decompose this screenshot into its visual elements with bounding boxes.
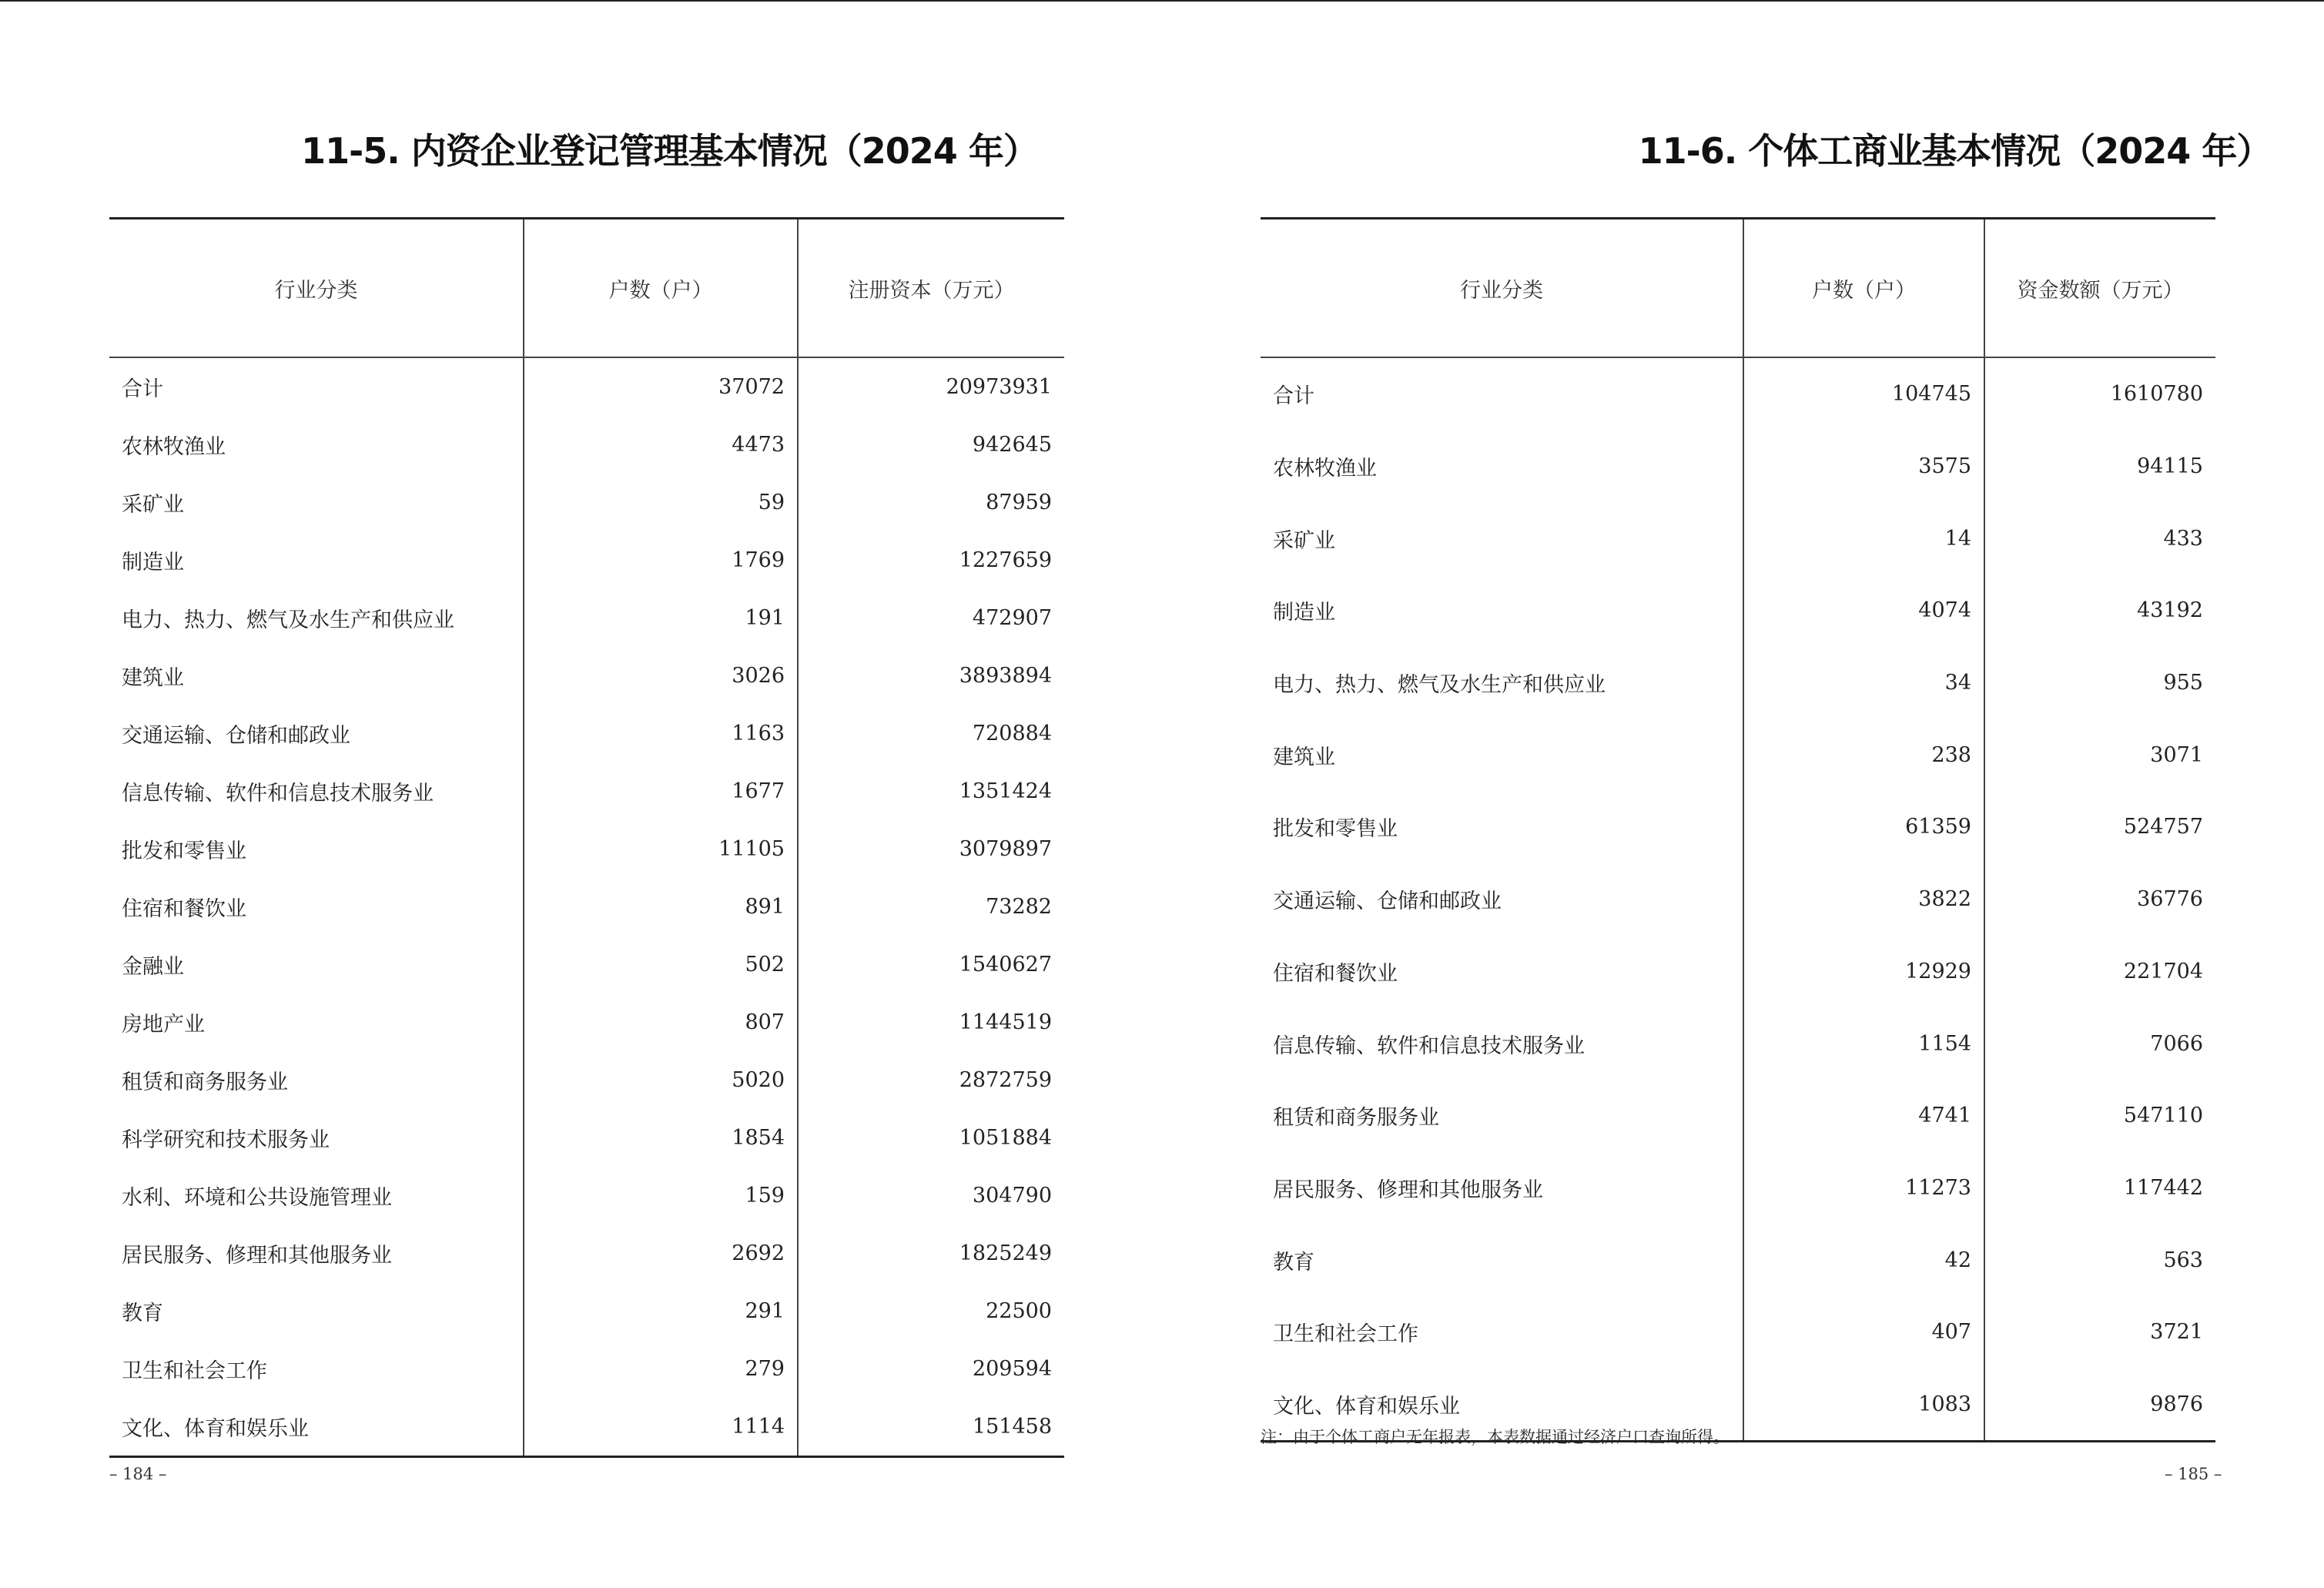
industry-cell: 采矿业 [1273,528,1335,553]
capital-cell: 22500 [798,1282,1064,1340]
capital-cell: 304790 [798,1167,1064,1225]
table-row [1261,1007,2215,1080]
industry-cell: 采矿业 [122,493,184,517]
industry-cell: 教育 [1273,1250,1314,1275]
industry-cell: 房地产业 [122,1013,205,1037]
industry-cell: 住宿和餐饮业 [122,897,246,921]
table-row [1261,1080,2215,1152]
header-industry: 行业分类 [1261,219,1743,358]
industry-cell: 信息传输、软件和信息技术服务业 [122,782,434,806]
households-cell: 1114 [524,1398,798,1457]
capital-cell: 3079897 [798,820,1064,878]
capital-cell: 94115 [1984,431,2215,503]
industry-cell: 交通运输、仓储和邮政业 [122,724,350,748]
households-cell: 2692 [524,1225,798,1282]
page-number-right: – 185 – [2165,1465,2222,1483]
households-cell: 1083 [1743,1369,1984,1442]
header-households: 户数（户） [524,219,798,358]
right-page [1162,0,2324,1588]
industry-cell: 居民服务、修理和其他服务业 [1273,1178,1543,1202]
industry-cell: 文化、体育和娱乐业 [122,1417,309,1441]
table-row [109,936,1064,993]
capital-cell: 1227659 [798,531,1064,589]
table-row [1261,502,2215,575]
table-row [109,647,1064,705]
table-row [1261,357,2215,431]
table-row [1261,431,2215,503]
capital-cell: 1144519 [798,993,1064,1051]
households-cell: 61359 [1743,791,1984,863]
table-row [1261,791,2215,863]
capital-cell: 1825249 [798,1225,1064,1282]
industry-cell: 交通运输、仓储和邮政业 [1273,889,1502,914]
industry-cell: 住宿和餐饮业 [1273,961,1398,986]
industry-cell: 合计 [1273,384,1314,409]
table-header-row [109,219,1064,358]
households-cell: 12929 [1743,936,1984,1008]
industry-cell: 批发和零售业 [122,839,246,863]
households-cell: 37072 [524,357,798,416]
table-row [109,1051,1064,1109]
households-cell: 3575 [1743,431,1984,503]
households-cell: 59 [524,474,798,531]
capital-cell: 20973931 [798,357,1064,416]
capital-cell: 1051884 [798,1109,1064,1167]
table-row [1261,1152,2215,1225]
households-cell: 159 [524,1167,798,1225]
table-row [109,357,1064,416]
industry-cell: 批发和零售业 [1273,817,1398,842]
industry-cell: 教育 [122,1302,163,1325]
table-row [109,1167,1064,1225]
capital-cell: 563 [1984,1224,2215,1296]
page-number-left: – 184 – [109,1465,167,1483]
households-cell: 4473 [524,416,798,474]
table-row [109,1282,1064,1340]
households-cell: 11273 [1743,1152,1984,1225]
capital-cell: 3721 [1984,1296,2215,1369]
households-cell: 11105 [524,820,798,878]
header-industry: 行业分类 [109,219,524,358]
table-row [109,705,1064,762]
households-cell: 104745 [1743,357,1984,431]
industry-cell: 金融业 [122,955,184,979]
households-cell: 1677 [524,762,798,820]
industry-cell: 科学研究和技术服务业 [122,1128,330,1152]
table-header-row [1261,219,2215,358]
households-cell: 4074 [1743,575,1984,647]
industry-cell: 租赁和商务服务业 [122,1070,288,1094]
table-row [109,993,1064,1051]
capital-cell: 9876 [1984,1369,2215,1442]
capital-cell: 7066 [1984,1007,2215,1080]
header-capital-amount: 资金数额（万元） [1984,219,2215,358]
capital-cell: 117442 [1984,1152,2215,1225]
households-cell: 3822 [1743,863,1984,936]
capital-cell: 3893894 [798,647,1064,705]
header-households: 户数（户） [1743,219,1984,358]
households-cell: 1154 [1743,1007,1984,1080]
individual-business-table [1261,217,2215,1442]
table-row [109,762,1064,820]
table-row [1261,719,2215,791]
table-row [109,474,1064,531]
industry-cell: 农林牧渔业 [1273,457,1377,481]
industry-cell: 租赁和商务服务业 [1273,1106,1439,1131]
industry-cell: 建筑业 [122,666,184,690]
capital-cell: 433 [1984,502,2215,575]
capital-cell: 221704 [1984,936,2215,1008]
table-row [1261,936,2215,1008]
capital-cell: 942645 [798,416,1064,474]
capital-cell: 43192 [1984,575,2215,647]
capital-cell: 1351424 [798,762,1064,820]
right-table-title: 11-6. 个体工商业基本情况（2024 年） [1638,130,2272,172]
industry-cell: 农林牧渔业 [122,435,226,459]
industry-cell: 制造业 [1273,601,1335,625]
capital-cell: 209594 [798,1340,1064,1398]
households-cell: 191 [524,589,798,647]
industry-cell: 文化、体育和娱乐业 [1273,1394,1460,1419]
table-row [1261,647,2215,719]
industry-cell: 卫生和社会工作 [1273,1322,1418,1347]
households-cell: 34 [1743,647,1984,719]
industry-cell: 水利、环境和公共设施管理业 [122,1186,392,1210]
domestic-enterprise-table [109,217,1064,1458]
households-cell: 291 [524,1282,798,1340]
households-cell: 1769 [524,531,798,589]
capital-cell: 547110 [1984,1080,2215,1152]
industry-cell: 制造业 [122,551,184,575]
capital-cell: 1540627 [798,936,1064,993]
capital-cell: 524757 [1984,791,2215,863]
table-row [109,416,1064,474]
table-row [109,531,1064,589]
capital-cell: 87959 [798,474,1064,531]
households-cell: 279 [524,1340,798,1398]
capital-cell: 73282 [798,878,1064,936]
industry-cell: 合计 [122,377,163,401]
capital-cell: 36776 [1984,863,2215,936]
capital-cell: 3071 [1984,719,2215,791]
table-row [1261,1296,2215,1369]
households-cell: 42 [1743,1224,1984,1296]
industry-cell: 居民服务、修理和其他服务业 [122,1244,392,1268]
table-row [109,820,1064,878]
table-row [109,1109,1064,1167]
table-footnote: 注：由于个体工商户无年报表，本表数据通过经济户口查询所得。 [1261,1428,1730,1446]
households-cell: 891 [524,878,798,936]
table-row [109,878,1064,936]
industry-cell: 信息传输、软件和信息技术服务业 [1273,1034,1585,1058]
households-cell: 502 [524,936,798,993]
households-cell: 1854 [524,1109,798,1167]
capital-cell: 720884 [798,705,1064,762]
households-cell: 238 [1743,719,1984,791]
table-row [109,1225,1064,1282]
households-cell: 3026 [524,647,798,705]
capital-cell: 955 [1984,647,2215,719]
capital-cell: 2872759 [798,1051,1064,1109]
industry-cell: 建筑业 [1273,745,1335,769]
table-row [109,589,1064,647]
industry-cell: 卫生和社会工作 [122,1359,267,1383]
industry-cell: 电力、热力、燃气及水生产和供应业 [122,608,454,632]
capital-cell: 1610780 [1984,357,2215,431]
right-table-body [1261,357,2215,1442]
table-row [1261,575,2215,647]
industry-cell: 电力、热力、燃气及水生产和供应业 [1273,673,1606,698]
capital-cell: 151458 [798,1398,1064,1457]
households-cell: 1163 [524,705,798,762]
households-cell: 407 [1743,1296,1984,1369]
left-table-title: 11-5. 内资企业登记管理基本情况（2024 年） [301,130,1038,172]
table-row [1261,1224,2215,1296]
households-cell: 4741 [1743,1080,1984,1152]
header-registered-capital: 注册资本（万元） [798,219,1064,358]
households-cell: 807 [524,993,798,1051]
table-row [1261,863,2215,936]
households-cell: 5020 [524,1051,798,1109]
left-table-body [109,357,1064,1457]
households-cell: 14 [1743,502,1984,575]
capital-cell: 472907 [798,589,1064,647]
table-row [109,1398,1064,1457]
table-row [109,1340,1064,1398]
